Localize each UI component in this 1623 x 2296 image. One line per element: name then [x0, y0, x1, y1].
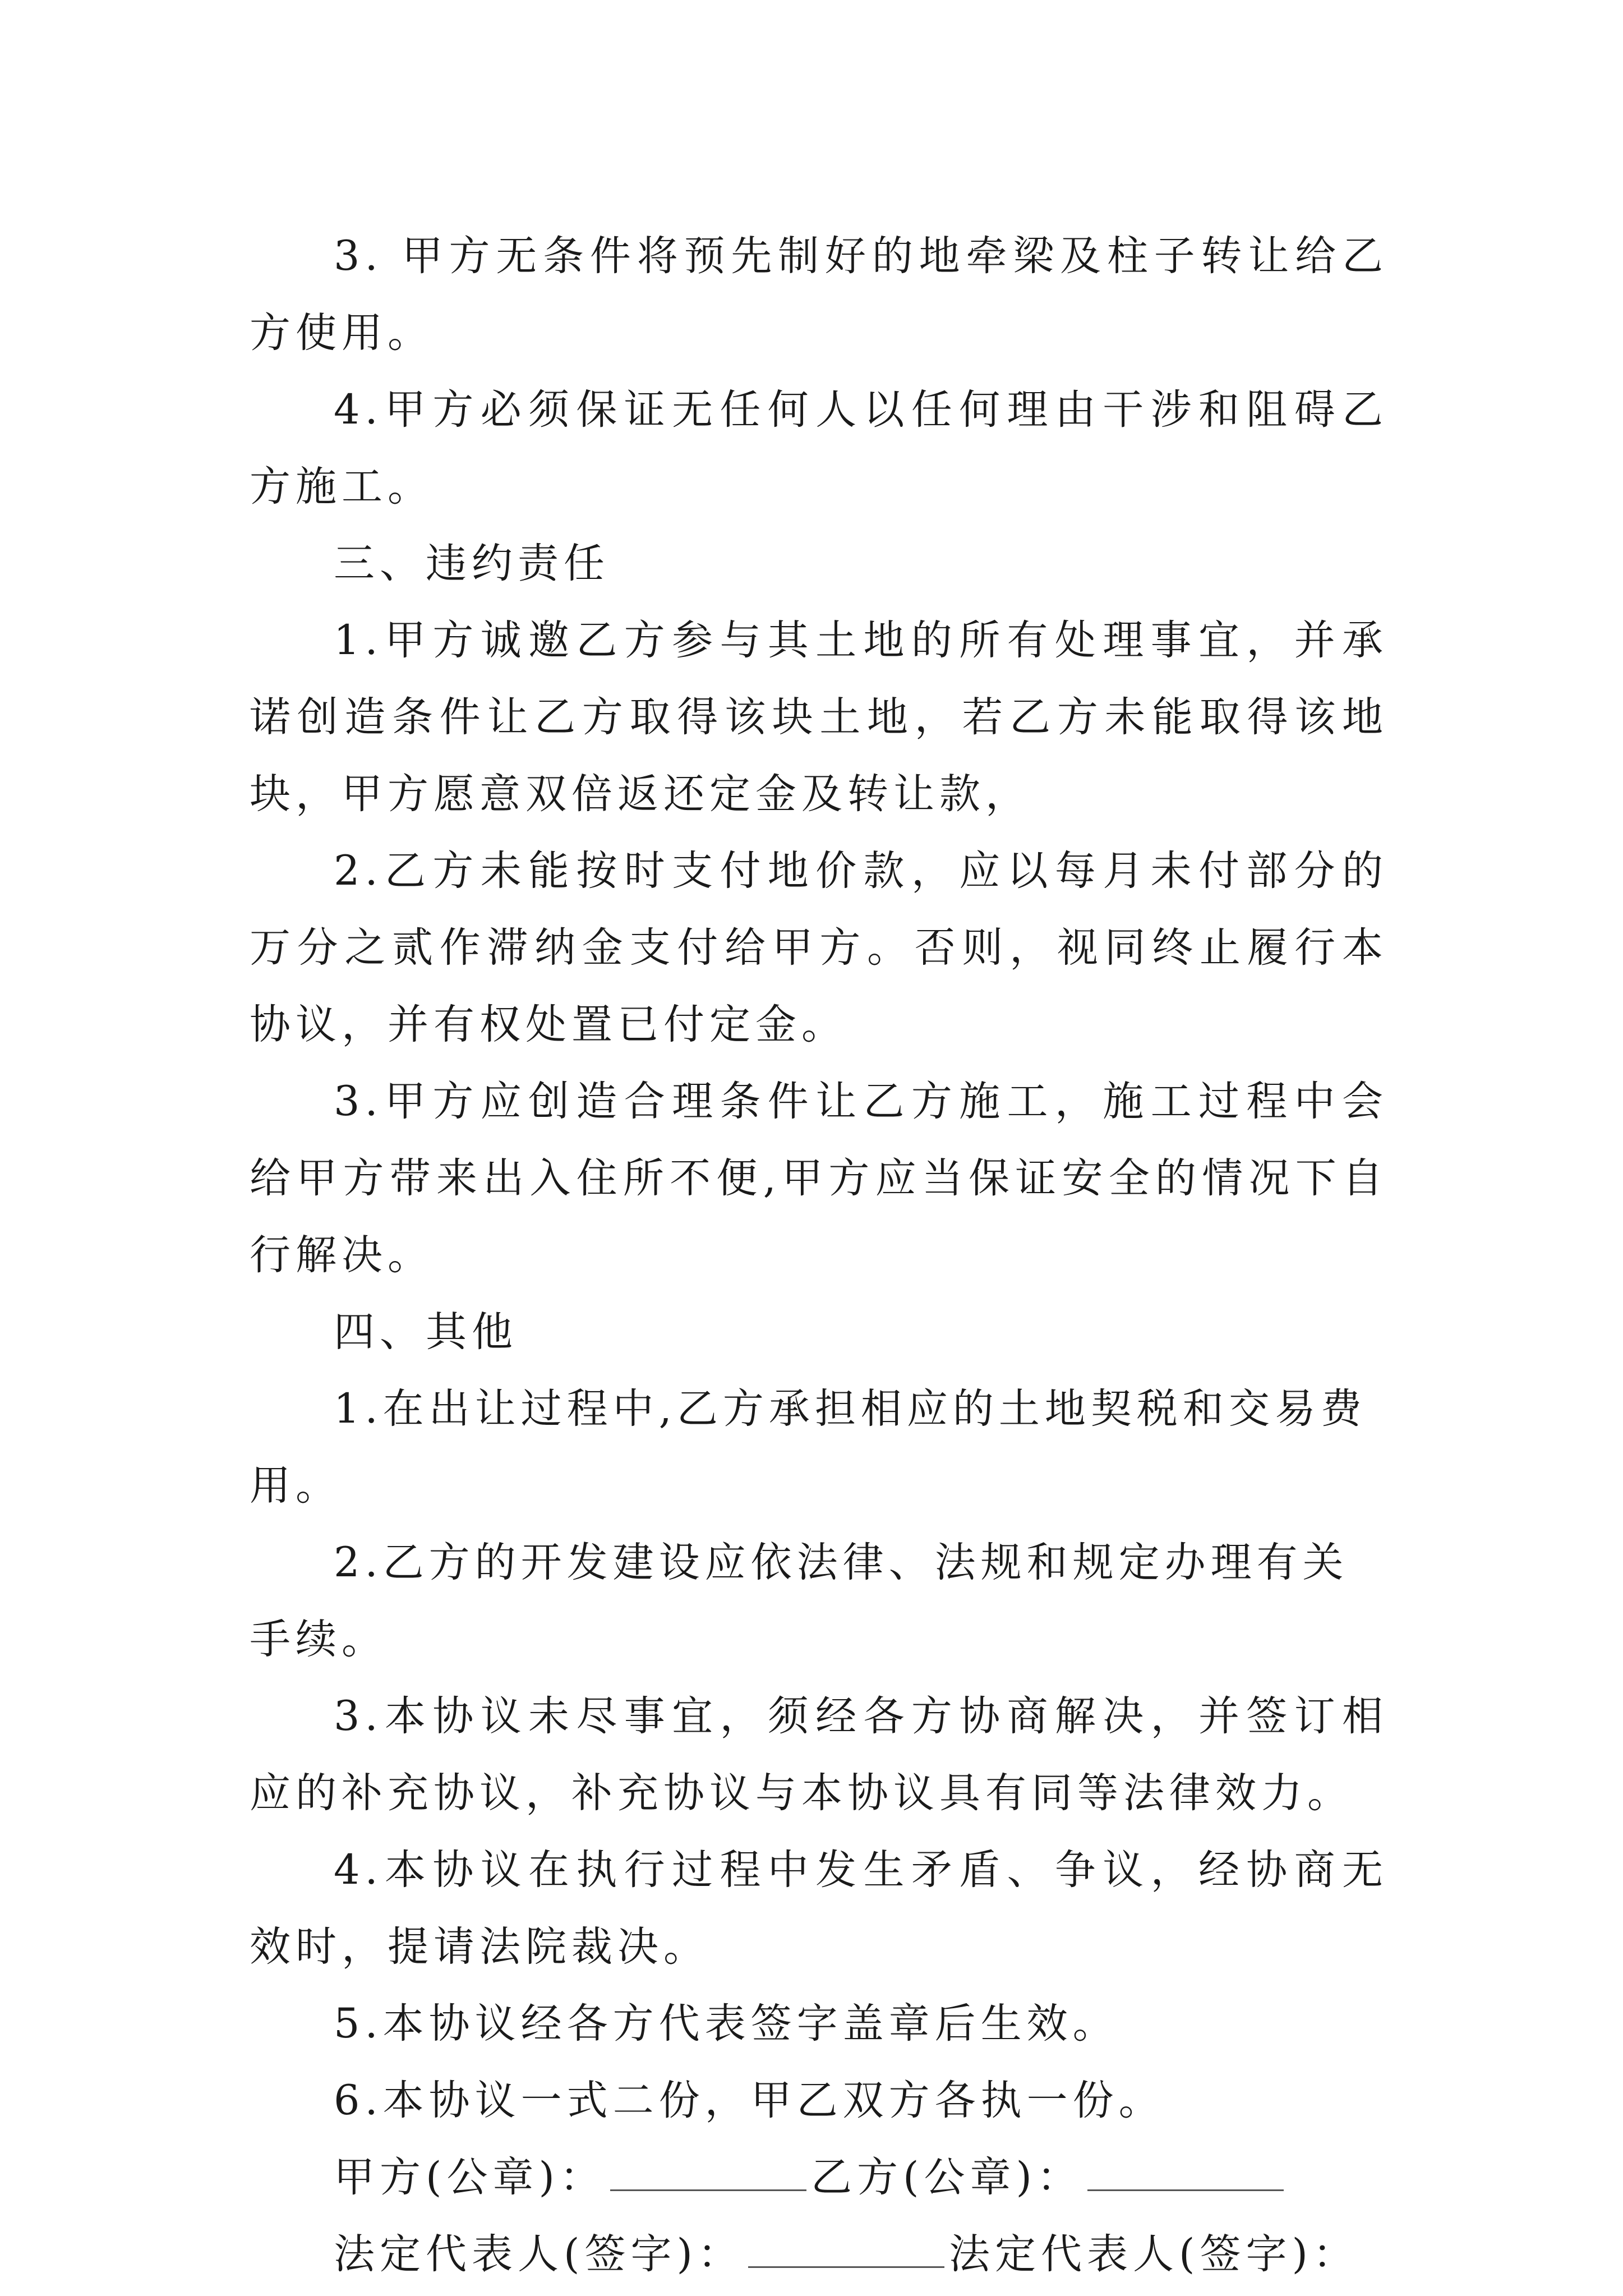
party-b-seal-label: 乙方(公章)：: [810, 2154, 1083, 2201]
clause-3-1: 1.甲方诚邀乙方参与其土地的所有处理事宜，并承诺创造条件让乙方取得该块土地，若乙方未能取得该地块，甲方愿意双倍返还定金及转让款，: [250, 616, 1388, 818]
party-a-rep-blank[interactable]: [748, 2234, 944, 2268]
document-body: [250, 218, 1388, 2293]
seal-line: [250, 2139, 1388, 2216]
section-heading-breach: 三、违约责任: [334, 540, 610, 587]
clause-3-2: 2.乙方未能按时支付地价款，应以每月未付部分的万分之贰作滞纳金支付给甲方。否则，视同终止履行本协议，并有权处置已付定金。: [250, 847, 1388, 1048]
representative-line: [250, 2216, 1388, 2293]
party-b-seal-blank[interactable]: [1087, 2157, 1284, 2191]
clause-4-4: 4.本协议在执行过程中发生矛盾、争议，经协商无效时，提请法院裁决。: [250, 1846, 1388, 1971]
section-heading-other: 四、其他: [334, 1308, 518, 1356]
clause-4-6: 6.本协议一式二份，甲乙双方各执一份。: [334, 2077, 1165, 2124]
party-a-seal-blank[interactable]: [610, 2157, 806, 2191]
party-a-rep-label: 法定代表人(签字)：: [334, 2230, 744, 2278]
clause-4-3: 3.本协议未尽事宜，须经各方协商解决，并签订相应的补充协议，补充协议与本协议具有同等法律效力。: [250, 1692, 1388, 1817]
party-b-rep-label: 法定代表人(签字)：: [948, 2230, 1359, 2278]
clause-4-2: 2.乙方的开发建设应依法律、法规和规定办理有关手续。: [250, 1539, 1349, 1663]
clause-2-3: 3. 甲方无条件将预先制好的地牵梁及柱子转让给乙方使用。: [250, 232, 1388, 357]
party-a-seal-label: 甲方(公章)：: [334, 2154, 606, 2201]
clause-4-1: 1.在出让过程中,乙方承担相应的土地契税和交易费用。: [250, 1385, 1367, 1510]
clause-3-3: 3.甲方应创造合理条件让乙方施工，施工过程中会给甲方带来出入住所不便,甲方应当保证安全的情况下自行解决。: [250, 1078, 1388, 1279]
clause-4-5: 5.本协议经各方代表签字盖章后生效。: [334, 2000, 1119, 2047]
clause-2-4: 4.甲方必须保证无任何人以任何理由干涉和阻碍乙方施工。: [250, 386, 1388, 510]
